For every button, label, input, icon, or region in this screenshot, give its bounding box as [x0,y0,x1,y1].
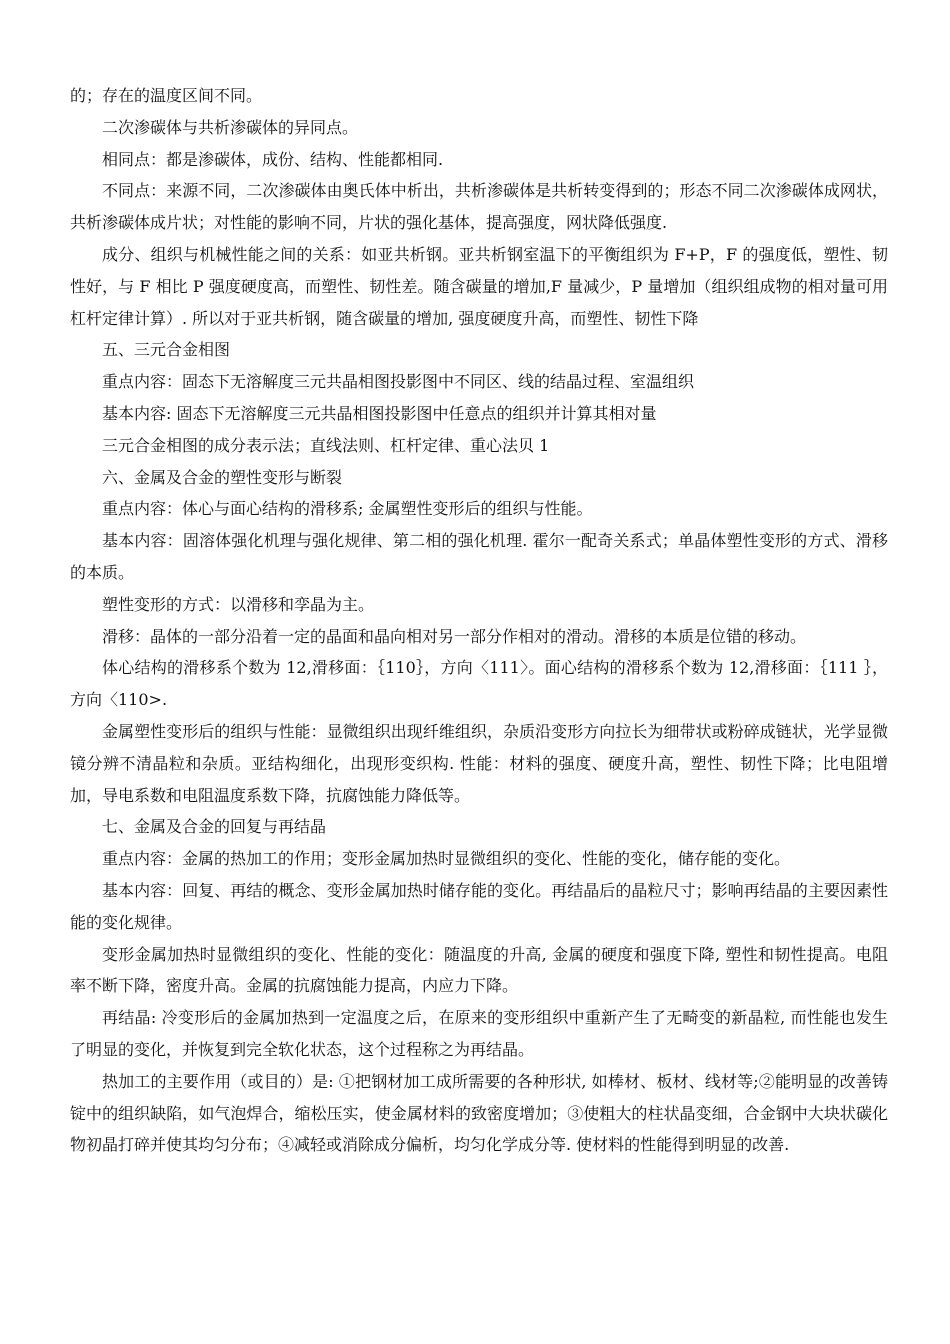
paragraph: 成分、组织与机械性能之间的关系：如亚共析钢。亚共析钢室温下的平衡组织为 F+P，F 的强度低，塑性、韧性好，与 F 相比 P 强度硬度高，而塑性、韧性差。随含碳量的增加,F 量减少，P 量增加（组织组成物的相对量可用杠杆定律计算）. 所以对于亚共析钢，随含碳量的增加, 强度硬度升高，而塑性、韧性下降 [70,244,888,328]
paragraph: 的；存在的温度区间不同。 [70,86,263,105]
paragraph: 再结晶: 冷变形后的金属加热到一定温度之后，在原来的变形组织中重新产生了无畸变的新晶粒, 而性能也发生了明显的变化，并恢复到完全软化状态，这个过程称之为再结晶。 [70,1008,888,1059]
paragraph: 重点内容：体心与面心结构的滑移系; 金属塑性变形后的组织与性能。 [102,499,593,519]
document-body [70,80,888,1161]
paragraph: 基本内容：回复、再结的概念、变形金属加热时储存能的变化。再结晶后的晶粒尺寸；影响再结晶的主要因素性能的变化规律。 [70,880,888,932]
paragraph: 二次渗碳体与共析渗碳体的异同点。 [102,117,359,137]
paragraph: 重点内容：金属的热加工的作用；变形金属加热时显微组织的变化、性能的变化，储存能的变化。 [102,849,791,869]
paragraph: 不同点：来源不同，二次渗碳体由奥氏体中析出，共析渗碳体是共析转变得到的；形态不同二次渗碳体成网状，共析渗碳体成片状；对性能的影响不同，片状的强化基体，提高强度，网状降低强度. [70,181,888,233]
section-heading: 七、金属及合金的回复与再结晶 [102,817,327,837]
paragraph: 相同点：都是渗碳体，成份、结构、性能都相同. [102,149,444,169]
paragraph: 滑移：晶体的一部分沿着一定的晶面和晶向相对另一部分作相对的滑动。滑移的本质是位错的移动。 [102,626,807,646]
section-heading: 六、金属及合金的塑性变形与断裂 [102,467,343,487]
paragraph: 三元合金相图的成分表示法；直线法则、杠杆定律、重心法贝 1 [102,435,550,455]
paragraph: 金属塑性变形后的组织与性能：显微组织出现纤维组织，杂质沿变形方向拉长为细带状或粉碎成链状，光学显微镜分辨不清晶粒和杂质。亚结构细化，出现形变织构. 性能：材料的强度、硬度升高，塑性、韧性下降；比电阻增加，导电系数和电阻温度系数下降，抗腐蚀能力降低等。 [70,721,888,805]
paragraph: 基本内容：固溶体强化机理与强化规律、第二相的强化机理. 霍尔一配奇关系式；单晶体塑性变形的方式、滑移的本质。 [70,531,888,582]
section-heading: 五、三元合金相图 [102,340,231,360]
paragraph: 体心结构的滑移系个数为 12,滑移面：｛110｝，方向〈111〉。面心结构的滑移系个数为 12,滑移面：｛111 ｝，方向〈110>. [70,658,888,710]
paragraph: 热加工的主要作用（或目的）是: ①把钢材加工成所需要的各种形状, 如棒材、板材、线材等;②能明显的改善铸锭中的组织缺陷，如气泡焊合，缩松压实，使金属材料的致密度增加；③使粗大的柱状晶变细，合金钢中大块状碳化物初晶打碎并使其均匀分布；④减轻或消除成分偏析，均匀化学成分等. 使材料的性能得到明显的改善. [70,1071,888,1155]
paragraph: 重点内容：固态下无溶解度三元共晶相图投影图中不同区、线的结晶过程、室温组织 [102,372,695,392]
paragraph: 基本内容: 固态下无溶解度三元共晶相图投影图中任意点的组织并计算其相对量 [102,403,657,423]
paragraph: 塑性变形的方式：以滑移和孪晶为主。 [102,594,375,614]
paragraph: 变形金属加热时显微组织的变化、性能的变化：随温度的升高, 金属的硬度和强度下降, 塑性和韧性提高。电阻率不断下降，密度升高。金属的抗腐蚀能力提高，内应力下降。 [70,944,888,996]
